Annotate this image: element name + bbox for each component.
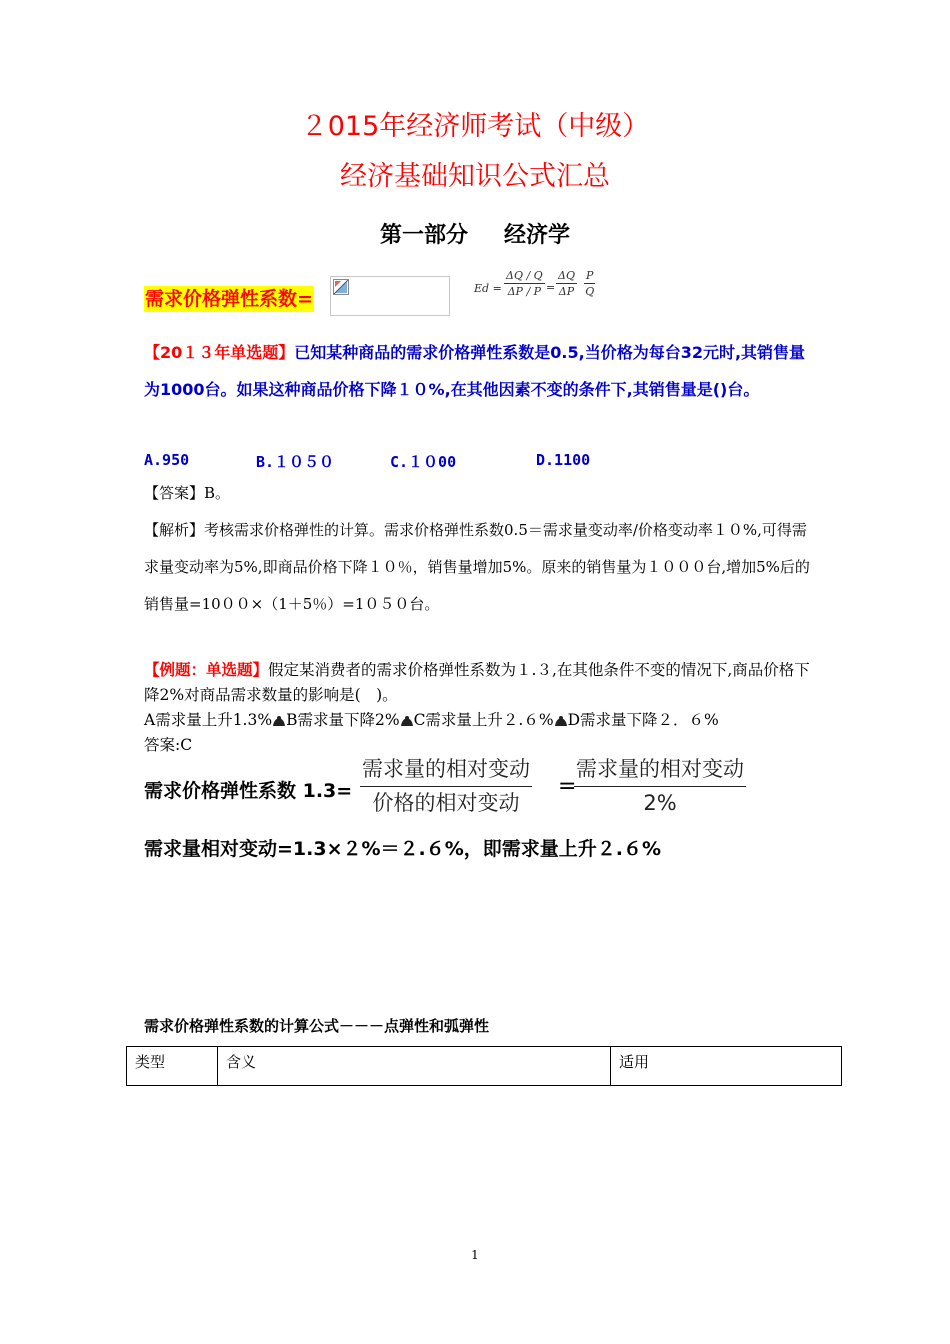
question-options — [144, 451, 844, 473]
formula-eq: = — [546, 281, 556, 294]
example-option-d: D需求量下降２．６% — [567, 711, 719, 729]
document-title-line2: 经济基础知识公式汇总 — [340, 161, 610, 192]
calc-frac1 — [360, 752, 532, 819]
calc-frac1-num: 需求量的相对变动 — [360, 752, 532, 787]
example-answer: 答案:C — [144, 736, 193, 754]
example-question — [144, 658, 814, 708]
formula-frac1-num: ΔQ / Q — [506, 269, 543, 282]
calc-formula — [144, 752, 784, 824]
table-title: 需求价格弹性系数的计算公式－－－点弹性和弧弹性 — [144, 1017, 490, 1035]
formula-frac1 — [504, 268, 545, 299]
calc-frac2-den: 2% — [643, 791, 677, 815]
table-header-row — [127, 1047, 842, 1086]
example-options — [144, 708, 814, 733]
broken-image-placeholder — [330, 276, 450, 316]
question-block — [144, 334, 814, 408]
calc-label: 需求价格弹性系数 1.3= — [144, 780, 353, 802]
example-block — [144, 658, 814, 758]
calc-frac1-den: 价格的相对变动 — [372, 791, 520, 815]
formula-frac2-den: ΔP — [558, 285, 575, 298]
question-tag: 【20１３年单选题】 — [144, 343, 295, 362]
example-tag: 【例题：单选题】 — [144, 661, 269, 679]
formula-frac1-den: ΔP / P — [507, 285, 542, 298]
calc-frac2-num: 需求量的相对变动 — [574, 752, 746, 787]
section-part-label: 第一部分 — [379, 223, 468, 248]
formula-frac3-den: Q — [585, 285, 595, 298]
question-answer: 【答案】B。 — [144, 484, 231, 502]
table-header-meaning: 含义 — [218, 1047, 611, 1086]
table-header-type: 类型 — [127, 1047, 218, 1086]
table-header-usage: 适用 — [611, 1047, 842, 1086]
formula-frac3-num: P — [586, 269, 594, 282]
example-option-b: B需求量下降2% — [286, 711, 400, 729]
elasticity-formula — [474, 268, 614, 310]
calc-eq: = — [558, 774, 577, 799]
formula-frac2 — [556, 268, 577, 299]
question-text: 已知某种商品的需求价格弹性系数是0.5,当价格为每台32元时,其销售量为1000台。如果这种商品价格下降１０%,在其他因素不变的条件下,其销售量是()台。 — [144, 343, 806, 399]
document-title-line1: ２015年经济师考试（中级） — [300, 111, 650, 142]
example-text: 假定某消费者的需求价格弹性系数为１.３,在其他条件不变的情况下,商品价格下降2%对商品需求数量的影响是( )。 — [144, 661, 810, 704]
question-analysis: 【解析】考核需求价格弹性的计算。需求价格弹性系数0.5＝需求量变动率/价格变动率１０%,可得需求量变动率为5%,即商品价格下降１０％，销售量增加5%。原来的销售量为１０００台,增加5%后的销售量=10００×（1＋5％）=1０５０台。 — [144, 521, 810, 613]
formula-symbol: Ed = — [474, 282, 502, 295]
calc-result: 需求量相对变动=1.3×２%＝２.６%，即需求量上升２.６% — [144, 838, 662, 860]
option-d: D.1100 — [536, 451, 591, 469]
separator-icon — [272, 715, 286, 727]
calc-frac2 — [574, 752, 746, 819]
separator-icon — [554, 715, 568, 727]
option-b: B.１０５０ — [256, 453, 335, 471]
example-option-a: A需求量上升1.3% — [144, 711, 273, 729]
coefficient-label: 需求价格弹性系数= — [145, 288, 313, 310]
page-number: 1 — [471, 1248, 479, 1262]
formula-frac2-num: ΔQ — [558, 269, 575, 282]
elasticity-table — [126, 1046, 842, 1086]
section-heading — [0, 218, 950, 249]
formula-frac3 — [584, 268, 595, 299]
example-option-c: C需求量上升２.６% — [413, 711, 554, 729]
option-a: A.950 — [144, 451, 190, 469]
separator-icon — [400, 715, 414, 727]
section-part-name: 经济学 — [504, 223, 571, 248]
option-c: C.１０00 — [390, 453, 457, 471]
broken-image-icon — [333, 279, 349, 295]
